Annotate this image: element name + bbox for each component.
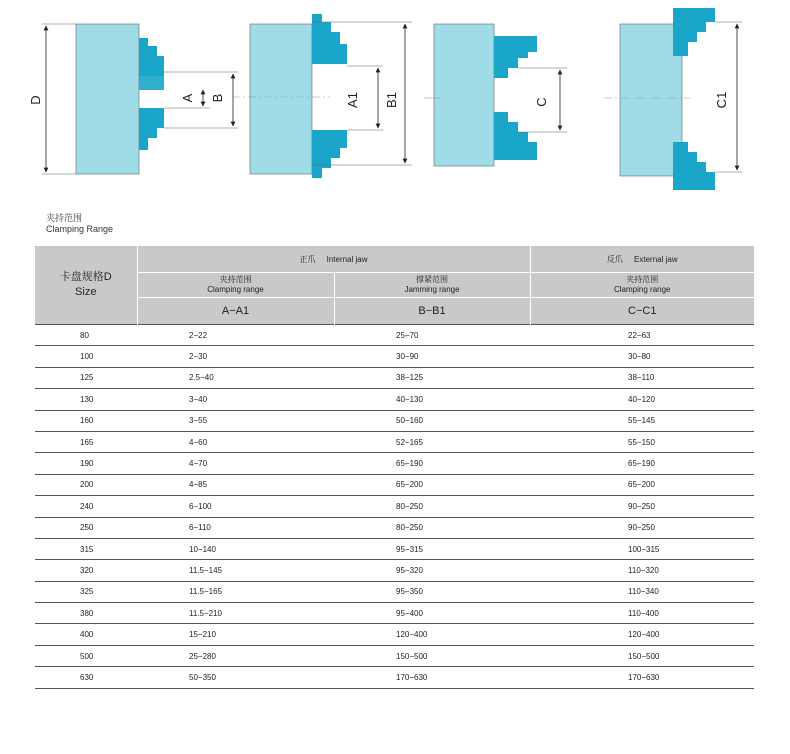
cell-size: 630	[35, 667, 137, 688]
cell-clamping-a: 4−70	[137, 453, 334, 474]
size-header	[35, 246, 137, 325]
col-b-header	[334, 273, 530, 298]
table-row	[35, 667, 754, 688]
cell-clamping-a: 3−40	[137, 389, 334, 410]
table-row	[35, 453, 754, 474]
cell-jamming-b: 40−130	[334, 389, 530, 410]
table-row	[35, 538, 754, 559]
lower-jaw	[139, 108, 164, 150]
cell-jamming-b: 52−165	[334, 431, 530, 452]
label-c: C	[534, 97, 549, 107]
cell-jamming-b: 25−70	[334, 325, 530, 346]
external-jaw-header	[530, 246, 754, 273]
col-a-header	[137, 273, 334, 298]
cell-clamping-a: 4−60	[137, 431, 334, 452]
cell-clamping-c: 38−110	[530, 367, 754, 388]
label-b: B	[210, 93, 225, 103]
cell-clamping-c: 90−250	[530, 496, 754, 517]
cell-clamping-c: 150−500	[530, 645, 754, 666]
cell-clamping-a: 3−55	[137, 410, 334, 431]
upper-jaw-step	[139, 76, 164, 90]
cell-size: 125	[35, 367, 137, 388]
cell-size: 320	[35, 560, 137, 581]
chuck-diagrams	[0, 0, 790, 205]
clamping-range-table	[35, 246, 754, 689]
cell-size: 380	[35, 603, 137, 624]
upper-jaw	[494, 36, 537, 78]
table-row	[35, 624, 754, 645]
lower-jaw	[494, 112, 537, 160]
cell-clamping-a: 6−100	[137, 496, 334, 517]
cell-size: 160	[35, 410, 137, 431]
table-row	[35, 517, 754, 538]
cell-clamping-a: 2−22	[137, 325, 334, 346]
cell-jamming-b: 65−200	[334, 474, 530, 495]
label-d: D	[28, 95, 43, 105]
cell-clamping-c: 110−400	[530, 603, 754, 624]
cell-clamping-c: 100−315	[530, 538, 754, 559]
external-jaw-en: External jaw	[634, 254, 678, 264]
chuck-body	[76, 24, 139, 174]
figure-internal-jamming	[232, 14, 412, 178]
table-row	[35, 410, 754, 431]
cell-jamming-b: 120−400	[334, 624, 530, 645]
table-row	[35, 645, 754, 666]
cell-clamping-c: 55−150	[530, 431, 754, 452]
upper-jaw	[139, 38, 164, 76]
cell-clamping-c: 110−320	[530, 560, 754, 581]
cell-clamping-a: 10−140	[137, 538, 334, 559]
label-c1: C1	[714, 91, 729, 109]
cell-size: 250	[35, 517, 137, 538]
cell-clamping-c: 90−250	[530, 517, 754, 538]
col-c-en: Clamping range	[614, 285, 671, 294]
cell-size: 500	[35, 645, 137, 666]
table-row	[35, 389, 754, 410]
figure-internal-clamping-d	[28, 24, 238, 174]
cell-jamming-b: 30−90	[334, 346, 530, 367]
col-c-header	[530, 273, 754, 298]
cell-jamming-b: 50−160	[334, 410, 530, 431]
lower-jaw	[673, 142, 715, 190]
col-c-code: C−C1	[530, 298, 754, 325]
size-header-en: Size	[75, 286, 97, 298]
cell-clamping-c: 30−80	[530, 346, 754, 367]
col-a-cn: 夹持范围	[219, 275, 252, 284]
figure-external-clamping-c1	[604, 8, 742, 190]
col-b-en: Jamming range	[404, 285, 460, 294]
cell-size: 100	[35, 346, 137, 367]
cell-clamping-a: 50−350	[137, 667, 334, 688]
cell-clamping-c: 55−145	[530, 410, 754, 431]
cell-size: 400	[35, 624, 137, 645]
cell-clamping-a: 11.5−145	[137, 560, 334, 581]
cell-size: 190	[35, 453, 137, 474]
lower-jaw	[312, 130, 347, 178]
cell-jamming-b: 38−125	[334, 367, 530, 388]
cell-clamping-c: 170−630	[530, 667, 754, 688]
cell-jamming-b: 95−350	[334, 581, 530, 602]
cell-clamping-a: 2−30	[137, 346, 334, 367]
cell-clamping-c: 22−63	[530, 325, 754, 346]
cell-clamping-a: 6−110	[137, 517, 334, 538]
cell-clamping-a: 11.5−210	[137, 603, 334, 624]
label-b1: B1	[384, 92, 399, 108]
cell-jamming-b: 80−250	[334, 496, 530, 517]
internal-jaw-header	[137, 246, 530, 273]
cell-clamping-a: 11.5−165	[137, 581, 334, 602]
table-body	[35, 325, 754, 689]
col-c-cn: 夹持范围	[626, 275, 659, 284]
col-b-code: B−B1	[334, 298, 530, 325]
table-row	[35, 560, 754, 581]
cell-clamping-a: 4−85	[137, 474, 334, 495]
upper-jaw	[312, 14, 347, 64]
figure-external-clamping-c	[424, 24, 567, 166]
table-row	[35, 367, 754, 388]
cell-size: 240	[35, 496, 137, 517]
chuck-body	[250, 24, 312, 174]
cell-size: 165	[35, 431, 137, 452]
table-row	[35, 346, 754, 367]
cell-clamping-c: 40−120	[530, 389, 754, 410]
table-row	[35, 496, 754, 517]
cell-clamping-a: 15−210	[137, 624, 334, 645]
table-row	[35, 474, 754, 495]
cell-clamping-c: 65−190	[530, 453, 754, 474]
col-a-code: A−A1	[137, 298, 334, 325]
cell-clamping-c: 65−200	[530, 474, 754, 495]
col-a-en: Clamping range	[207, 285, 264, 294]
cell-jamming-b: 170−630	[334, 667, 530, 688]
label-a: A	[180, 93, 195, 103]
chuck-body	[620, 24, 682, 176]
internal-jaw-en: Internal jaw	[326, 254, 368, 264]
table-row	[35, 325, 754, 346]
caption-en: Clamping Range	[46, 224, 114, 234]
upper-jaw	[673, 8, 715, 56]
cell-jamming-b: 95−400	[334, 603, 530, 624]
size-header-cn: 卡盘规格D	[59, 271, 112, 283]
cell-jamming-b: 150−500	[334, 645, 530, 666]
table-row	[35, 581, 754, 602]
external-jaw-cn: 反爪	[606, 254, 623, 264]
cell-clamping-c: 110−340	[530, 581, 754, 602]
table-row	[35, 603, 754, 624]
cell-size: 325	[35, 581, 137, 602]
cell-size: 80	[35, 325, 137, 346]
cell-jamming-b: 95−320	[334, 560, 530, 581]
internal-jaw-cn: 正爪	[299, 254, 316, 264]
cell-clamping-a: 2.5−40	[137, 367, 334, 388]
cell-size: 315	[35, 538, 137, 559]
cell-clamping-c: 120−400	[530, 624, 754, 645]
cell-jamming-b: 65−190	[334, 453, 530, 474]
caption-cn: 夹持范围	[46, 213, 83, 223]
table-header	[35, 246, 754, 325]
cell-size: 130	[35, 389, 137, 410]
table-row	[35, 431, 754, 452]
cell-size: 200	[35, 474, 137, 495]
col-b-cn: 撑紧范围	[416, 275, 448, 284]
cell-jamming-b: 80−250	[334, 517, 530, 538]
cell-jamming-b: 95−315	[334, 538, 530, 559]
cell-clamping-a: 25−280	[137, 645, 334, 666]
label-a1: A1	[345, 92, 360, 108]
chuck-body	[434, 24, 494, 166]
